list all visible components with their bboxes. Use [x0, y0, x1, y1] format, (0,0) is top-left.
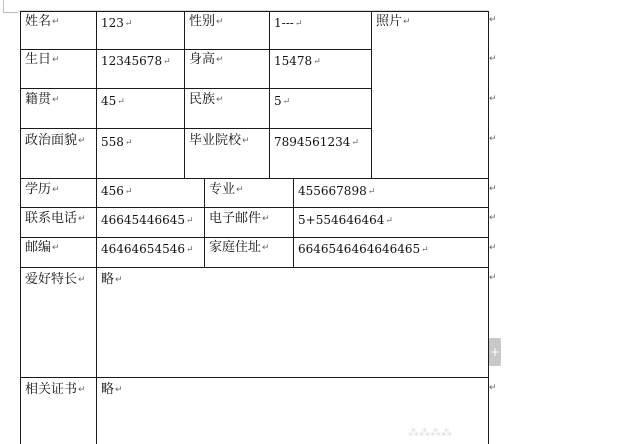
- label-postcode: 邮编↵: [25, 240, 60, 255]
- label-phone: 联系电话↵: [25, 211, 86, 226]
- label-address: 家庭住址↵: [209, 240, 270, 255]
- row-end-mark: ↵: [489, 243, 497, 253]
- label-name: 姓名↵: [25, 14, 60, 29]
- page-corner-marker: [3, 0, 18, 13]
- value-native-place[interactable]: 45↵: [101, 94, 125, 108]
- row-end-mark: ↵: [489, 273, 497, 283]
- label-certificates: 相关证书↵: [25, 382, 86, 397]
- row-end-mark: ↵: [489, 134, 497, 144]
- label-native-place: 籍贯↵: [25, 92, 60, 107]
- label-major: 专业↵: [209, 182, 244, 197]
- table-rule: [20, 128, 372, 129]
- table-col-divider: [204, 178, 205, 267]
- table-border-top: [20, 11, 489, 12]
- value-birthday[interactable]: 12345678↵: [101, 54, 171, 68]
- table-rule: [20, 49, 372, 50]
- table-resize-handle[interactable]: +: [489, 338, 501, 366]
- value-name[interactable]: 123↵: [101, 16, 133, 30]
- table-rule: [20, 178, 489, 179]
- label-height: 身高↵: [189, 52, 224, 67]
- table-col-divider: [96, 11, 97, 444]
- table-col-divider: [269, 11, 270, 178]
- value-certificates[interactable]: 略↵: [101, 382, 123, 397]
- row-end-mark: ↵: [489, 213, 497, 223]
- label-photo: 照片↵: [376, 14, 411, 29]
- row-end-mark: ↵: [489, 94, 497, 104]
- label-school: 毕业院校↵: [189, 133, 250, 148]
- table-rule: [20, 237, 489, 238]
- value-political-status[interactable]: 558↵: [101, 135, 133, 149]
- watermark: ⁂⁂⁂⁂: [408, 426, 452, 439]
- table-col-divider: [293, 178, 294, 267]
- table-rule: [20, 88, 372, 89]
- row-end-mark: ↵: [489, 383, 497, 393]
- table-col-divider: [371, 11, 372, 178]
- value-phone[interactable]: 46645446645↵: [101, 213, 194, 227]
- table-rule: [20, 267, 489, 268]
- table-rule: [20, 377, 489, 378]
- value-education[interactable]: 456↵: [101, 184, 133, 198]
- value-ethnicity[interactable]: 5↵: [274, 94, 291, 108]
- table-col-divider: [184, 11, 185, 178]
- value-email[interactable]: 5+554646464↵: [298, 213, 393, 227]
- table-border-right: [488, 11, 489, 444]
- label-gender: 性别↵: [189, 14, 224, 29]
- label-email: 电子邮件↵: [209, 211, 270, 226]
- value-school[interactable]: 7894561234↵: [274, 135, 359, 149]
- row-end-mark: ↵: [489, 54, 497, 64]
- value-major[interactable]: 455667898↵: [298, 184, 376, 198]
- value-gender[interactable]: 1---↵: [274, 16, 303, 30]
- label-hobbies: 爱好特长↵: [25, 272, 86, 287]
- label-ethnicity: 民族↵: [189, 92, 224, 107]
- value-hobbies[interactable]: 略↵: [101, 272, 123, 287]
- value-postcode[interactable]: 46464654546↵: [101, 242, 194, 256]
- table-rule: [20, 207, 489, 208]
- value-address[interactable]: 6646546464646465↵: [298, 242, 429, 256]
- value-height[interactable]: 15478↵: [274, 54, 321, 68]
- table-border-left: [20, 11, 21, 444]
- label-political-status: 政治面貌↵: [25, 133, 86, 148]
- label-birthday: 生日↵: [25, 52, 60, 67]
- label-education: 学历↵: [25, 182, 60, 197]
- row-end-mark: ↵: [489, 15, 497, 25]
- row-end-mark: ↵: [489, 184, 497, 194]
